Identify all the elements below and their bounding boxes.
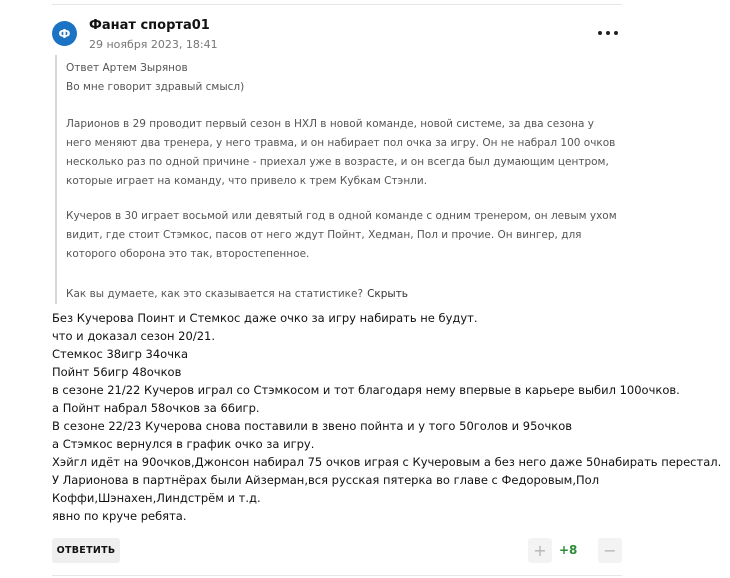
comment-line: Стемкос 38игр 34очка: [52, 347, 189, 361]
quote-question: Как вы думаете, как это сказывается на статистике?: [66, 288, 364, 300]
comment-line: в сезоне 21/22 Кучеров играл со Стэмкосом и тот благодаря нему впервые в карьере выбил 100очков.: [52, 383, 680, 397]
comment-line: У Ларионова в партнёрах были Айзерман,вся русская пятерка во главе с Федоровым,Пол: [52, 473, 600, 487]
reply-button[interactable]: ОТВЕТИТЬ: [52, 538, 120, 563]
quote-first-line: Во мне говорит здравый смысл): [66, 81, 245, 93]
bottom-divider: [52, 575, 622, 576]
avatar-letter: Ф: [58, 26, 71, 41]
quote-last-line: [66, 285, 408, 304]
quote-author: Ответ Артем Зырянов: [66, 62, 188, 74]
author-name[interactable]: Фанат спорта01: [89, 18, 210, 33]
quoted-reply: [55, 55, 623, 304]
comment-date: 29 ноября 2023, 18:41: [89, 38, 218, 51]
quote-paragraph: Кучеров в 30 играет восьмой или девятый год в одной команде с одним тренером, он левым ухом видит, где стоит Стэмкос, пасов от него ждут Пойнт, Хедман, Пол и прочие. Он вингер, для которого оборона это так, второстепенное.: [66, 210, 617, 260]
quote-paragraph: Ларионов в 29 проводит первый сезон в НХЛ в новой команде, новой системе, за два сезона у него меняют два тренера, у него травма, и он набирает пол очка за игру. Он не набрал 100 очков несколько раз по одной причине - приехал уже в возрасте, и он всегда был думающим центром, которые играет на команду, что привело к трем Кубкам Стэнли.: [66, 118, 616, 187]
avatar[interactable]: [52, 21, 77, 46]
more-options-icon[interactable]: [598, 26, 618, 40]
hide-quote-link[interactable]: Скрыть: [367, 288, 408, 300]
plus-icon: +: [533, 541, 547, 560]
comment-line: Без Кучерова Поинт и Стемкос даже очко за игру набирать не будут.: [52, 311, 478, 325]
comment-line: В сезоне 22/23 Кучерова снова поставили в звено пойнта и у того 50голов и 95очков: [52, 419, 573, 433]
comment-line: явно по круче ребята.: [52, 509, 187, 523]
top-divider: [52, 4, 622, 5]
comment-line: а Пойнт набрал 58очков за 66игр.: [52, 401, 260, 415]
upvote-button[interactable]: [528, 538, 552, 563]
vote-score: +8: [559, 543, 578, 557]
comment-body: [52, 309, 722, 525]
minus-icon: −: [603, 541, 617, 560]
comment-line: Хэйгл идёт на 90очков,Джонсон набирал 75 очков играя с Кучеровым а без него даже 50набирать перестал.: [52, 455, 722, 469]
comment-line: Пойнт 56игр 48очков: [52, 365, 182, 379]
comment-line: а Стэмкос вернулся в график очко за игру.: [52, 437, 315, 451]
comment-line: Коффи,Шэнахен,Линдстрём и т.д.: [52, 491, 261, 505]
downvote-button[interactable]: [598, 538, 622, 563]
comment-line: что и доказал сезон 20/21.: [52, 329, 215, 343]
